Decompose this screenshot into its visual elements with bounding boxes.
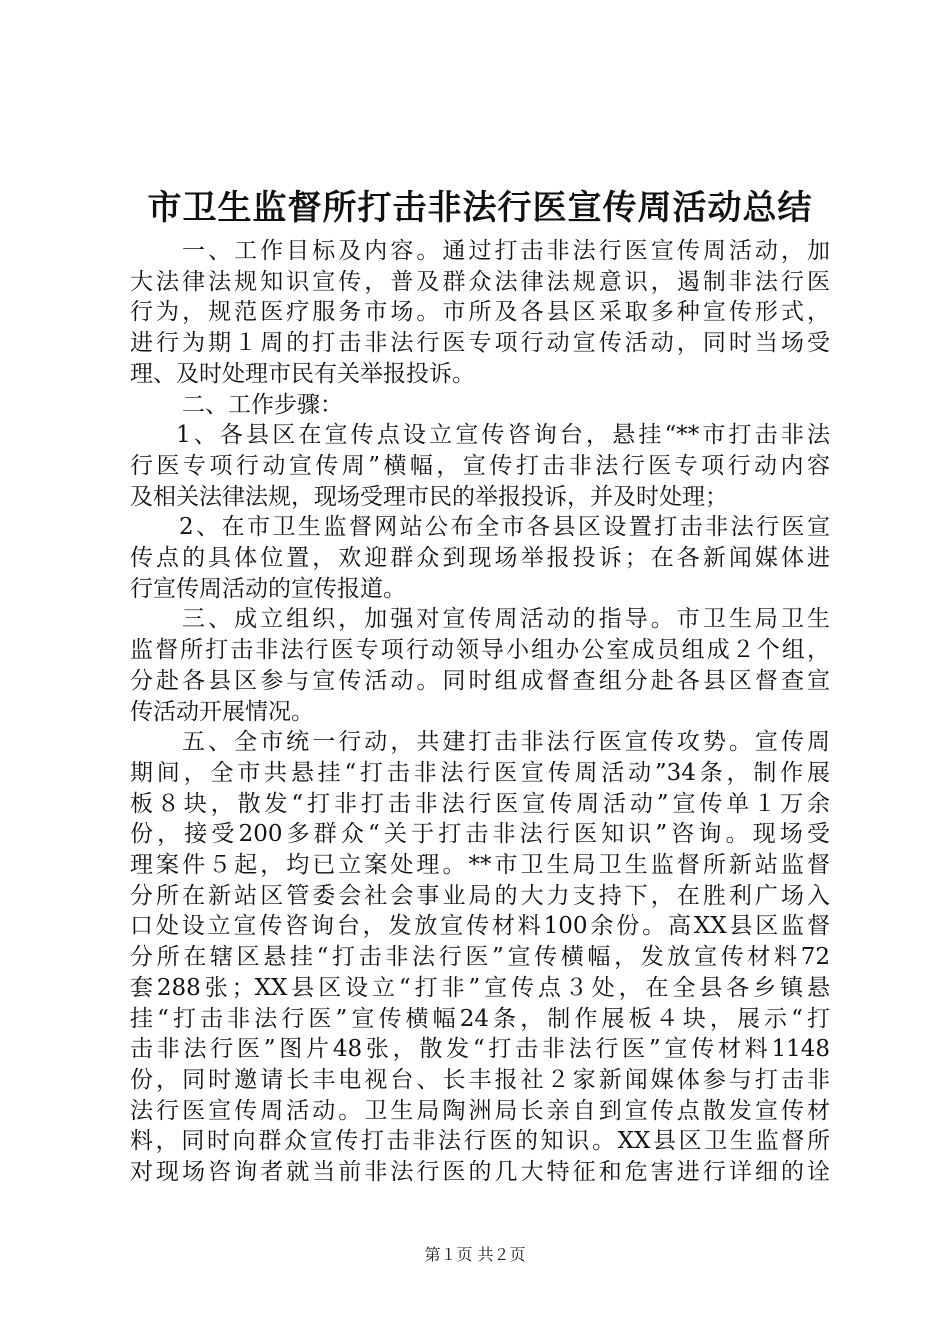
text-line: 传点的具体位置，欢迎群众到现场举报投诉；在各新闻媒体进: [130, 545, 830, 572]
paragraph-organization: [130, 604, 830, 727]
text-line: 期间，全市共悬挂“打击非法行医宣传周活动”34条，制作展: [130, 759, 830, 786]
text-line: 法行医宣传周活动。卫生局陶洲局长亲自到宣传点散发宣传材: [130, 1097, 830, 1124]
text-line: 套288张；XX县区设立“打非”宣传点３处，在全县各乡镇悬: [130, 974, 830, 1001]
text-line: 行宣传周活动的宣传报道。: [130, 575, 406, 602]
text-line: 理案件５起，均已立案处理。**市卫生局卫生监督所新站监督: [130, 852, 830, 879]
paragraph-unified-action: [130, 727, 830, 1188]
text-line: 1、各县区在宣传点设立宣传咨询台，悬挂“**市打击非法: [176, 422, 830, 449]
text-line: 三、成立组织，加强对宣传周活动的指导。市卫生局卫生: [182, 606, 830, 633]
text-line: 进行为期１周的打击非法行医专项行动宣传活动，同时当场受: [130, 330, 830, 357]
paragraph-step-1: [130, 420, 830, 512]
text-line: 分所在新站区管委会社会事业局的大力支持下，在胜利广场入: [130, 882, 830, 909]
text-line: 行为，规范医疗服务市场。市所及各县区采取多种宣传形式，: [130, 299, 830, 326]
text-line: 击非法行医”图片48张，散发“打击非法行医”宣传材料1148: [130, 1036, 830, 1063]
text-line: 行医专项行动宣传周”横幅，宣传打击非法行医专项行动内容: [130, 452, 830, 479]
text-line: 五、全市统一行动，共建打击非法行医宣传攻势。宣传周: [182, 729, 830, 756]
paragraph-work-steps-heading: [130, 390, 830, 421]
text-line: 对现场咨询者就当前非法行医的几大特征和危害进行详细的诠: [130, 1159, 830, 1186]
text-line: 口处设立宣传咨询台，发放宣传材料100余份。高XX县区监督: [130, 913, 830, 940]
text-line: 监督所打击非法行医专项行动领导小组办公室成员组成２个组，: [130, 637, 830, 664]
paragraph-work-goals: [130, 236, 830, 390]
text-line: 分赴各县区参与宣传活动。同时组成督查组分赴各县区督查宣: [130, 667, 830, 694]
text-line: 料，同时向群众宣传打击非法行医的知识。XX县区卫生监督所: [130, 1128, 830, 1155]
text-line: 板８块，散发“打非打击非法行医宣传周活动”宣传单１万余: [130, 790, 830, 817]
text-line: 及相关法律法规，现场受理市民的举报投诉，并及时处理；: [130, 483, 728, 510]
text-line: 大法律法规知识宣传，普及群众法律法规意识，遏制非法行医: [130, 268, 830, 295]
paragraph-step-2: [130, 512, 830, 604]
page-number-footer: 第１页 共２页: [424, 1245, 526, 1264]
text-line: 传活动开展情况。: [130, 698, 314, 725]
text-line: 份，同时邀请长丰电视台、长丰报社２家新闻媒体参与打击非: [130, 1066, 830, 1093]
text-line: 份，接受200多群众“关于打击非法行医知识”咨询。现场受: [130, 821, 830, 848]
document-body: [130, 236, 830, 1188]
text-line: 分所在辖区悬挂“打击非法行医”宣传横幅，发放宣传材料72: [130, 944, 830, 971]
document-title: 市卫生监督所打击非法行医宣传周活动总结: [147, 188, 813, 228]
text-line: 二、工作步骤：: [182, 391, 343, 418]
text-line: 2、在市卫生监督网站公布全市各县区设置打击非法行医宣: [179, 514, 830, 541]
text-line: 理、及时处理市民有关举报投诉。: [130, 360, 475, 387]
text-line: 挂“打击非法行医”宣传横幅24条，制作展板４块，展示“打: [130, 1005, 830, 1032]
text-line: 一、工作目标及内容。通过打击非法行医宣传周活动，加: [182, 238, 830, 264]
